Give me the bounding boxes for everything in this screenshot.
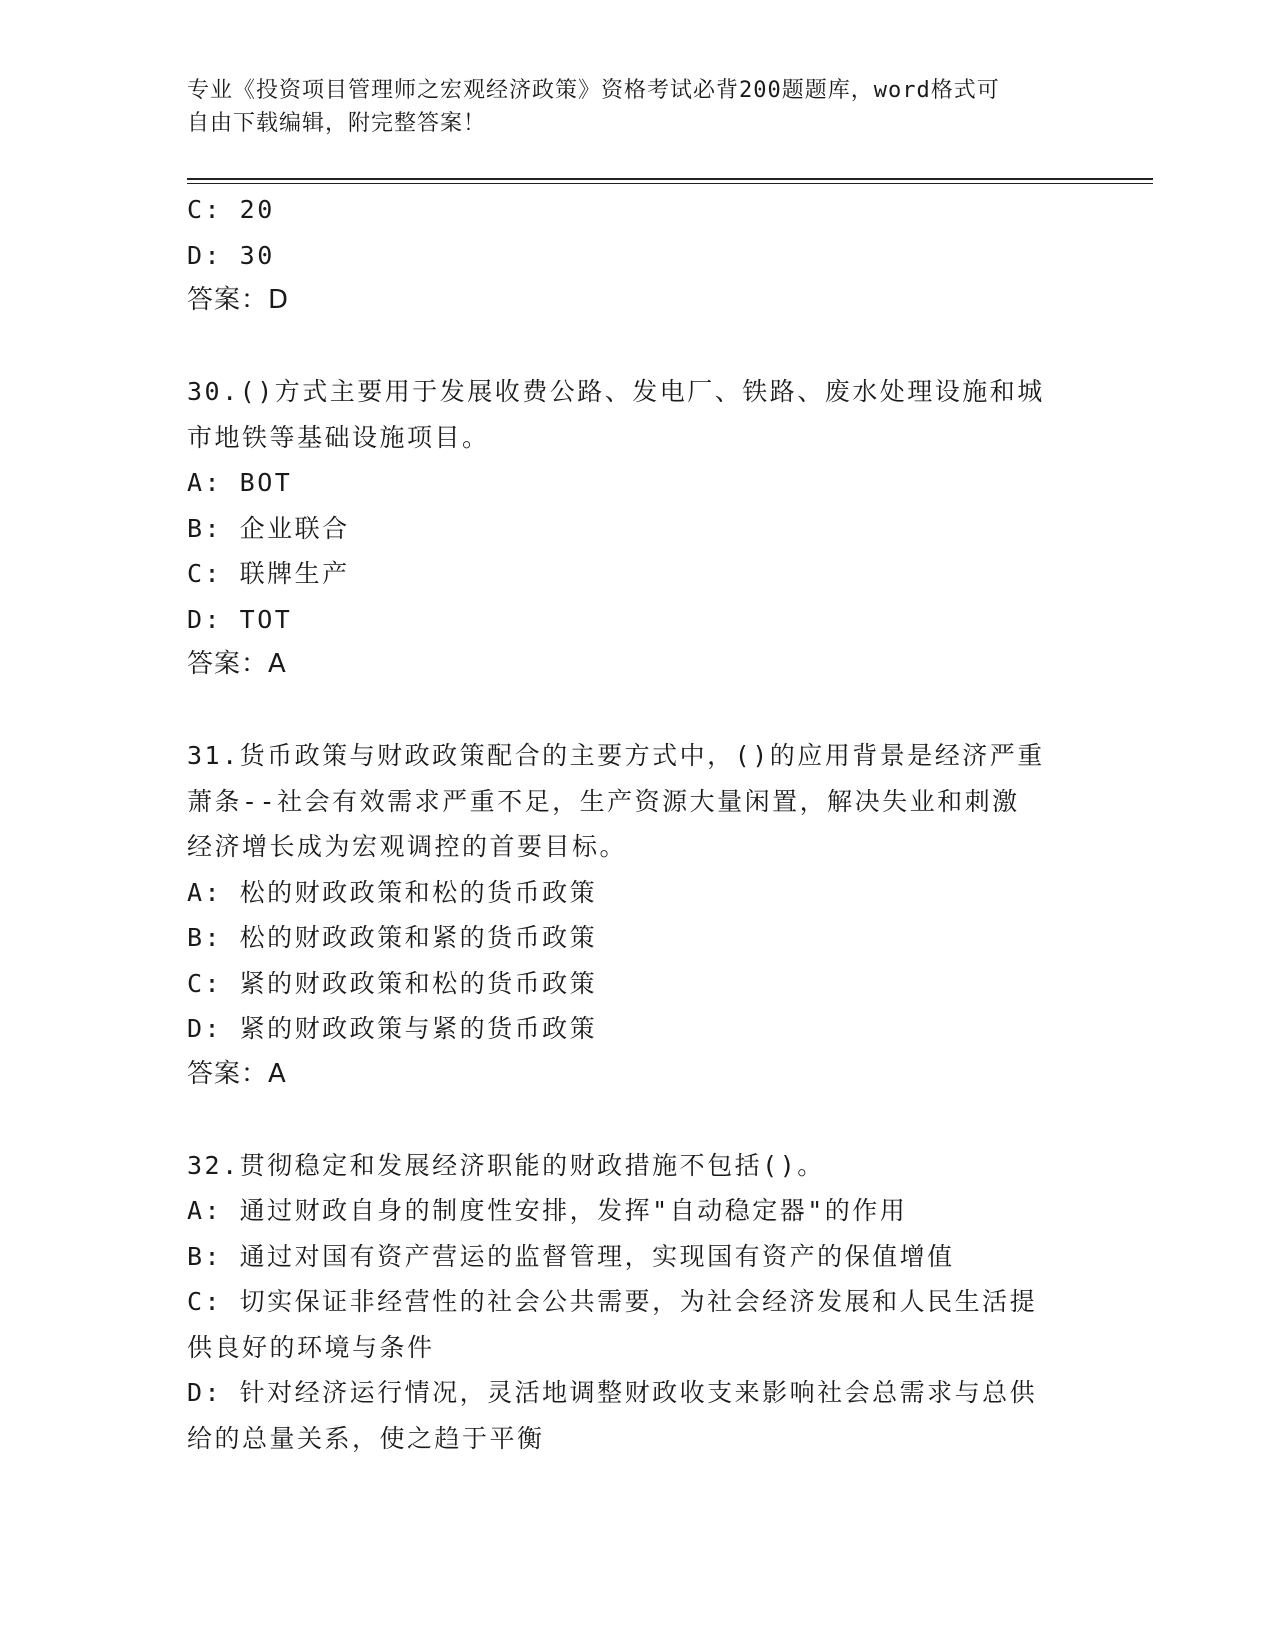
header-title-line-1: 专业《投资项目管理师之宏观经济政策》资格考试必背200题题库，word格式可 xyxy=(187,78,1000,103)
option-b: B: 企业联合 xyxy=(187,513,350,543)
question-stem: 萧条--社会有效需求严重不足，生产资源大量闲置，解决失业和刺激 xyxy=(187,786,1020,816)
option-a: A: BOT xyxy=(187,468,293,497)
question-31 xyxy=(187,733,1087,1097)
header-title-line-2: 自由下载编辑，附完整答案！ xyxy=(187,111,487,136)
option-a: A: 通过财政自身的制度性安排，发挥"自动稳定器"的作用 xyxy=(187,1196,908,1225)
question-stem: 32.贯彻稳定和发展经济职能的财政措施不包括()。 xyxy=(187,1150,825,1180)
answer-label: 答案：A xyxy=(187,1058,287,1089)
document-header xyxy=(187,74,1067,140)
option-c: C: 切实保证非经营性的社会公共需要，为社会经济发展和人民生活提 xyxy=(187,1287,1038,1316)
question-stem: 经济增长成为宏观调控的首要目标。 xyxy=(187,832,628,861)
question-stem: 市地铁等基础设施项目。 xyxy=(187,422,490,452)
option-d: D: 针对经济运行情况，灵活地调整财政收支来影响社会总需求与总供 xyxy=(187,1378,1038,1407)
option-a: A: 松的财政政策和松的货币政策 xyxy=(187,877,598,907)
question-32 xyxy=(187,1143,1087,1462)
answer-label: 答案：A xyxy=(187,649,287,679)
header-divider-thin xyxy=(187,183,1153,184)
option-c: C: 20 xyxy=(187,195,275,224)
option-d: D: TOT xyxy=(187,604,293,634)
option-d-continued: 给的总量关系，使之趋于平衡 xyxy=(187,1423,545,1453)
option-c: C: 紧的财政政策和松的货币政策 xyxy=(187,968,598,998)
option-c-continued: 供良好的环境与条件 xyxy=(187,1332,435,1362)
option-d: D: 30 xyxy=(187,240,275,270)
spacer xyxy=(187,688,1087,734)
question-30 xyxy=(187,369,1087,688)
question-stem: 30.()方式主要用于发展收费公路、发电厂、铁路、废水处理设施和城 xyxy=(187,377,1045,406)
answer-label: 答案：D xyxy=(187,285,290,315)
previous-question-tail xyxy=(187,187,1087,324)
option-c: C: 联牌生产 xyxy=(187,559,350,588)
spacer xyxy=(187,1097,1087,1143)
header-divider-thick xyxy=(187,178,1153,180)
option-b: B: 松的财政政策和紧的货币政策 xyxy=(187,923,598,952)
spacer xyxy=(187,324,1087,370)
question-list xyxy=(187,187,1087,1461)
option-b: B: 通过对国有资产营运的监督管理，实现国有资产的保值增值 xyxy=(187,1241,955,1271)
option-d: D: 紧的财政政策与紧的货币政策 xyxy=(187,1014,598,1043)
question-stem: 31.货币政策与财政政策配合的主要方式中，()的应用背景是经济严重 xyxy=(187,741,1045,770)
